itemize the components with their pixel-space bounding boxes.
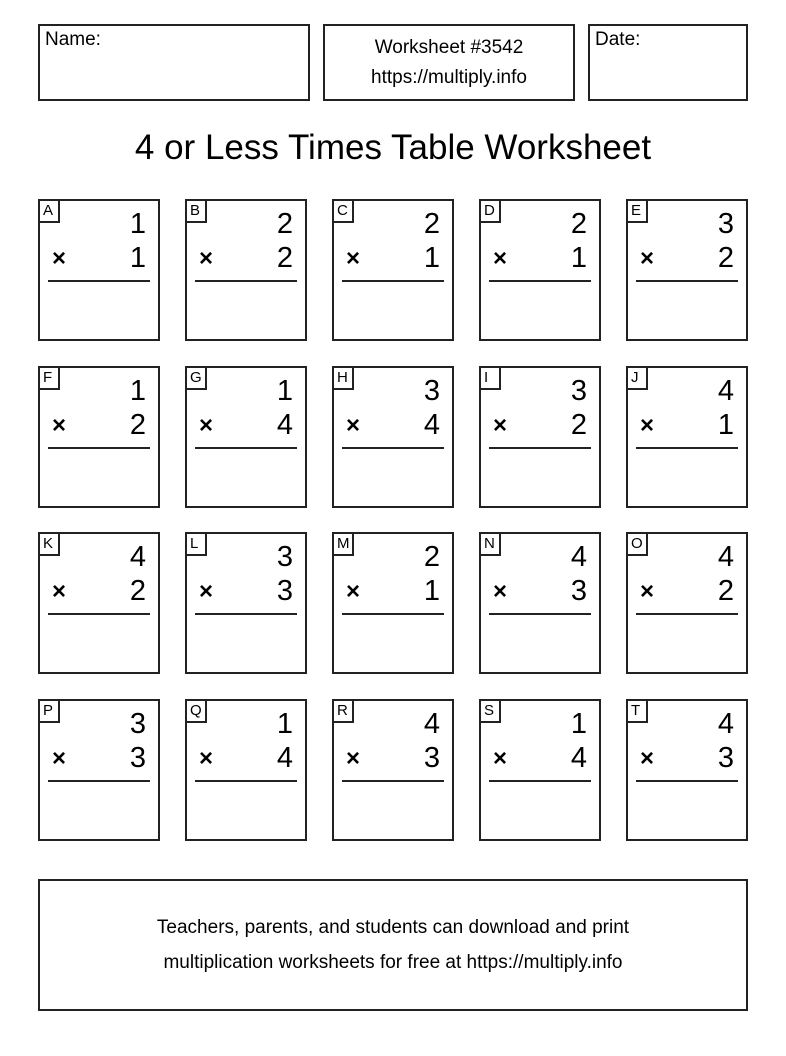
multiplicand: 4 [717, 541, 734, 573]
multiplier: 2 [129, 409, 146, 441]
multiply-sign-icon: × [640, 245, 655, 272]
answer-area[interactable] [632, 454, 742, 502]
multiply-sign-icon: × [199, 578, 214, 605]
multiplicand: 3 [276, 541, 293, 573]
answer-area[interactable] [44, 787, 154, 835]
multiply-sign-icon: × [52, 245, 67, 272]
answer-rule [636, 613, 738, 615]
multiplier: 3 [129, 742, 146, 774]
problem-label: O [626, 532, 648, 556]
answer-area[interactable] [191, 787, 301, 835]
name-label: Name: [45, 29, 101, 50]
multiplier: 3 [570, 575, 587, 607]
worksheet-id: Worksheet #3542 [374, 36, 524, 58]
answer-area[interactable] [485, 454, 595, 502]
answer-area[interactable] [632, 287, 742, 335]
multiplier: 4 [276, 409, 293, 441]
problem-card [332, 199, 454, 341]
answer-rule [195, 447, 297, 449]
answer-rule [636, 447, 738, 449]
answer-rule [48, 780, 150, 782]
answer-rule [489, 447, 591, 449]
answer-area[interactable] [44, 454, 154, 502]
multiply-sign-icon: × [640, 745, 655, 772]
answer-rule [342, 780, 444, 782]
answer-area[interactable] [485, 287, 595, 335]
problem-label: B [185, 199, 207, 223]
multiply-sign-icon: × [493, 745, 508, 772]
multiplicand: 3 [570, 375, 587, 407]
multiply-sign-icon: × [346, 245, 361, 272]
answer-rule [636, 280, 738, 282]
multiplicand: 2 [276, 208, 293, 240]
multiplier: 4 [423, 409, 440, 441]
answer-rule [48, 613, 150, 615]
multiplicand: 4 [717, 708, 734, 740]
multiplicand: 1 [129, 208, 146, 240]
multiplier: 3 [423, 742, 440, 774]
multiply-sign-icon: × [346, 578, 361, 605]
multiply-sign-icon: × [493, 578, 508, 605]
answer-rule [195, 613, 297, 615]
problem-card [185, 199, 307, 341]
footer-line-1: Teachers, parents, and students can download and print [156, 917, 630, 938]
problem-label: A [38, 199, 60, 223]
multiply-sign-icon: × [199, 245, 214, 272]
problem-card [38, 532, 160, 674]
multiplicand: 4 [570, 541, 587, 573]
page-title: 4 or Less Times Table Worksheet [134, 128, 652, 167]
multiply-sign-icon: × [199, 745, 214, 772]
answer-rule [342, 613, 444, 615]
problem-label: N [479, 532, 501, 556]
answer-rule [636, 780, 738, 782]
problem-label: G [185, 366, 207, 390]
multiply-sign-icon: × [52, 578, 67, 605]
date-field-box[interactable] [588, 24, 748, 101]
problem-card [185, 532, 307, 674]
problem-label: J [626, 366, 648, 390]
multiplicand: 2 [423, 541, 440, 573]
answer-area[interactable] [338, 454, 448, 502]
multiplier: 3 [276, 575, 293, 607]
multiply-sign-icon: × [199, 412, 214, 439]
problem-card [479, 199, 601, 341]
problem-card [626, 366, 748, 508]
problem-card [626, 699, 748, 841]
multiply-sign-icon: × [52, 745, 67, 772]
multiplier: 1 [570, 242, 587, 274]
answer-area[interactable] [191, 287, 301, 335]
answer-area[interactable] [44, 620, 154, 668]
problem-label: I [479, 366, 501, 390]
answer-area[interactable] [485, 620, 595, 668]
problem-card [479, 699, 601, 841]
multiplicand: 3 [717, 208, 734, 240]
multiplicand: 1 [129, 375, 146, 407]
problem-card [185, 699, 307, 841]
problem-card [332, 366, 454, 508]
problem-label: M [332, 532, 354, 556]
multiplier: 2 [717, 242, 734, 274]
answer-area[interactable] [191, 620, 301, 668]
multiply-sign-icon: × [640, 578, 655, 605]
problem-label: T [626, 699, 648, 723]
problem-card [626, 199, 748, 341]
problem-label: E [626, 199, 648, 223]
answer-area[interactable] [338, 620, 448, 668]
answer-area[interactable] [191, 454, 301, 502]
footer-line-2: multiplication worksheets for free at https://multiply.info [163, 952, 623, 973]
multiplicand: 1 [276, 375, 293, 407]
multiply-sign-icon: × [493, 412, 508, 439]
answer-rule [195, 280, 297, 282]
problem-label: H [332, 366, 354, 390]
answer-rule [342, 447, 444, 449]
multiplier: 1 [423, 575, 440, 607]
multiplier: 2 [276, 242, 293, 274]
problem-card [332, 532, 454, 674]
multiplicand: 3 [129, 708, 146, 740]
problem-card [38, 366, 160, 508]
multiplier: 4 [276, 742, 293, 774]
answer-rule [342, 280, 444, 282]
problem-label: R [332, 699, 354, 723]
multiplicand: 4 [423, 708, 440, 740]
multiplier: 1 [129, 242, 146, 274]
site-url: https://multiply.info [371, 66, 527, 88]
answer-area[interactable] [485, 787, 595, 835]
answer-area[interactable] [632, 787, 742, 835]
problem-label: F [38, 366, 60, 390]
multiplier: 1 [717, 409, 734, 441]
multiplier: 1 [423, 242, 440, 274]
multiplicand: 1 [570, 708, 587, 740]
problem-card [185, 366, 307, 508]
problem-label: P [38, 699, 60, 723]
problem-card [479, 366, 601, 508]
multiplicand: 2 [423, 208, 440, 240]
answer-rule [489, 613, 591, 615]
worksheet-info-box [323, 24, 575, 101]
answer-rule [48, 447, 150, 449]
problem-card [332, 699, 454, 841]
multiply-sign-icon: × [346, 412, 361, 439]
multiplier: 4 [570, 742, 587, 774]
problem-label: C [332, 199, 354, 223]
answer-rule [489, 780, 591, 782]
answer-rule [489, 280, 591, 282]
multiply-sign-icon: × [640, 412, 655, 439]
answer-area[interactable] [338, 787, 448, 835]
answer-area[interactable] [44, 287, 154, 335]
multiply-sign-icon: × [493, 245, 508, 272]
date-label: Date: [595, 29, 641, 50]
multiply-sign-icon: × [52, 412, 67, 439]
multiplicand: 3 [423, 375, 440, 407]
problem-label: D [479, 199, 501, 223]
multiplicand: 4 [129, 541, 146, 573]
footer-box [38, 879, 748, 1011]
multiplier: 2 [129, 575, 146, 607]
multiply-sign-icon: × [346, 745, 361, 772]
multiplier: 2 [717, 575, 734, 607]
name-field-box[interactable] [38, 24, 310, 101]
multiplier: 2 [570, 409, 587, 441]
answer-area[interactable] [338, 287, 448, 335]
multiplicand: 4 [717, 375, 734, 407]
answer-rule [48, 280, 150, 282]
problem-label: S [479, 699, 501, 723]
problem-card [38, 699, 160, 841]
problem-card [626, 532, 748, 674]
problem-label: L [185, 532, 207, 556]
answer-rule [195, 780, 297, 782]
multiplicand: 1 [276, 708, 293, 740]
multiplier: 3 [717, 742, 734, 774]
answer-area[interactable] [632, 620, 742, 668]
problem-card [479, 532, 601, 674]
problem-label: Q [185, 699, 207, 723]
problem-label: K [38, 532, 60, 556]
problem-card [38, 199, 160, 341]
multiplicand: 2 [570, 208, 587, 240]
